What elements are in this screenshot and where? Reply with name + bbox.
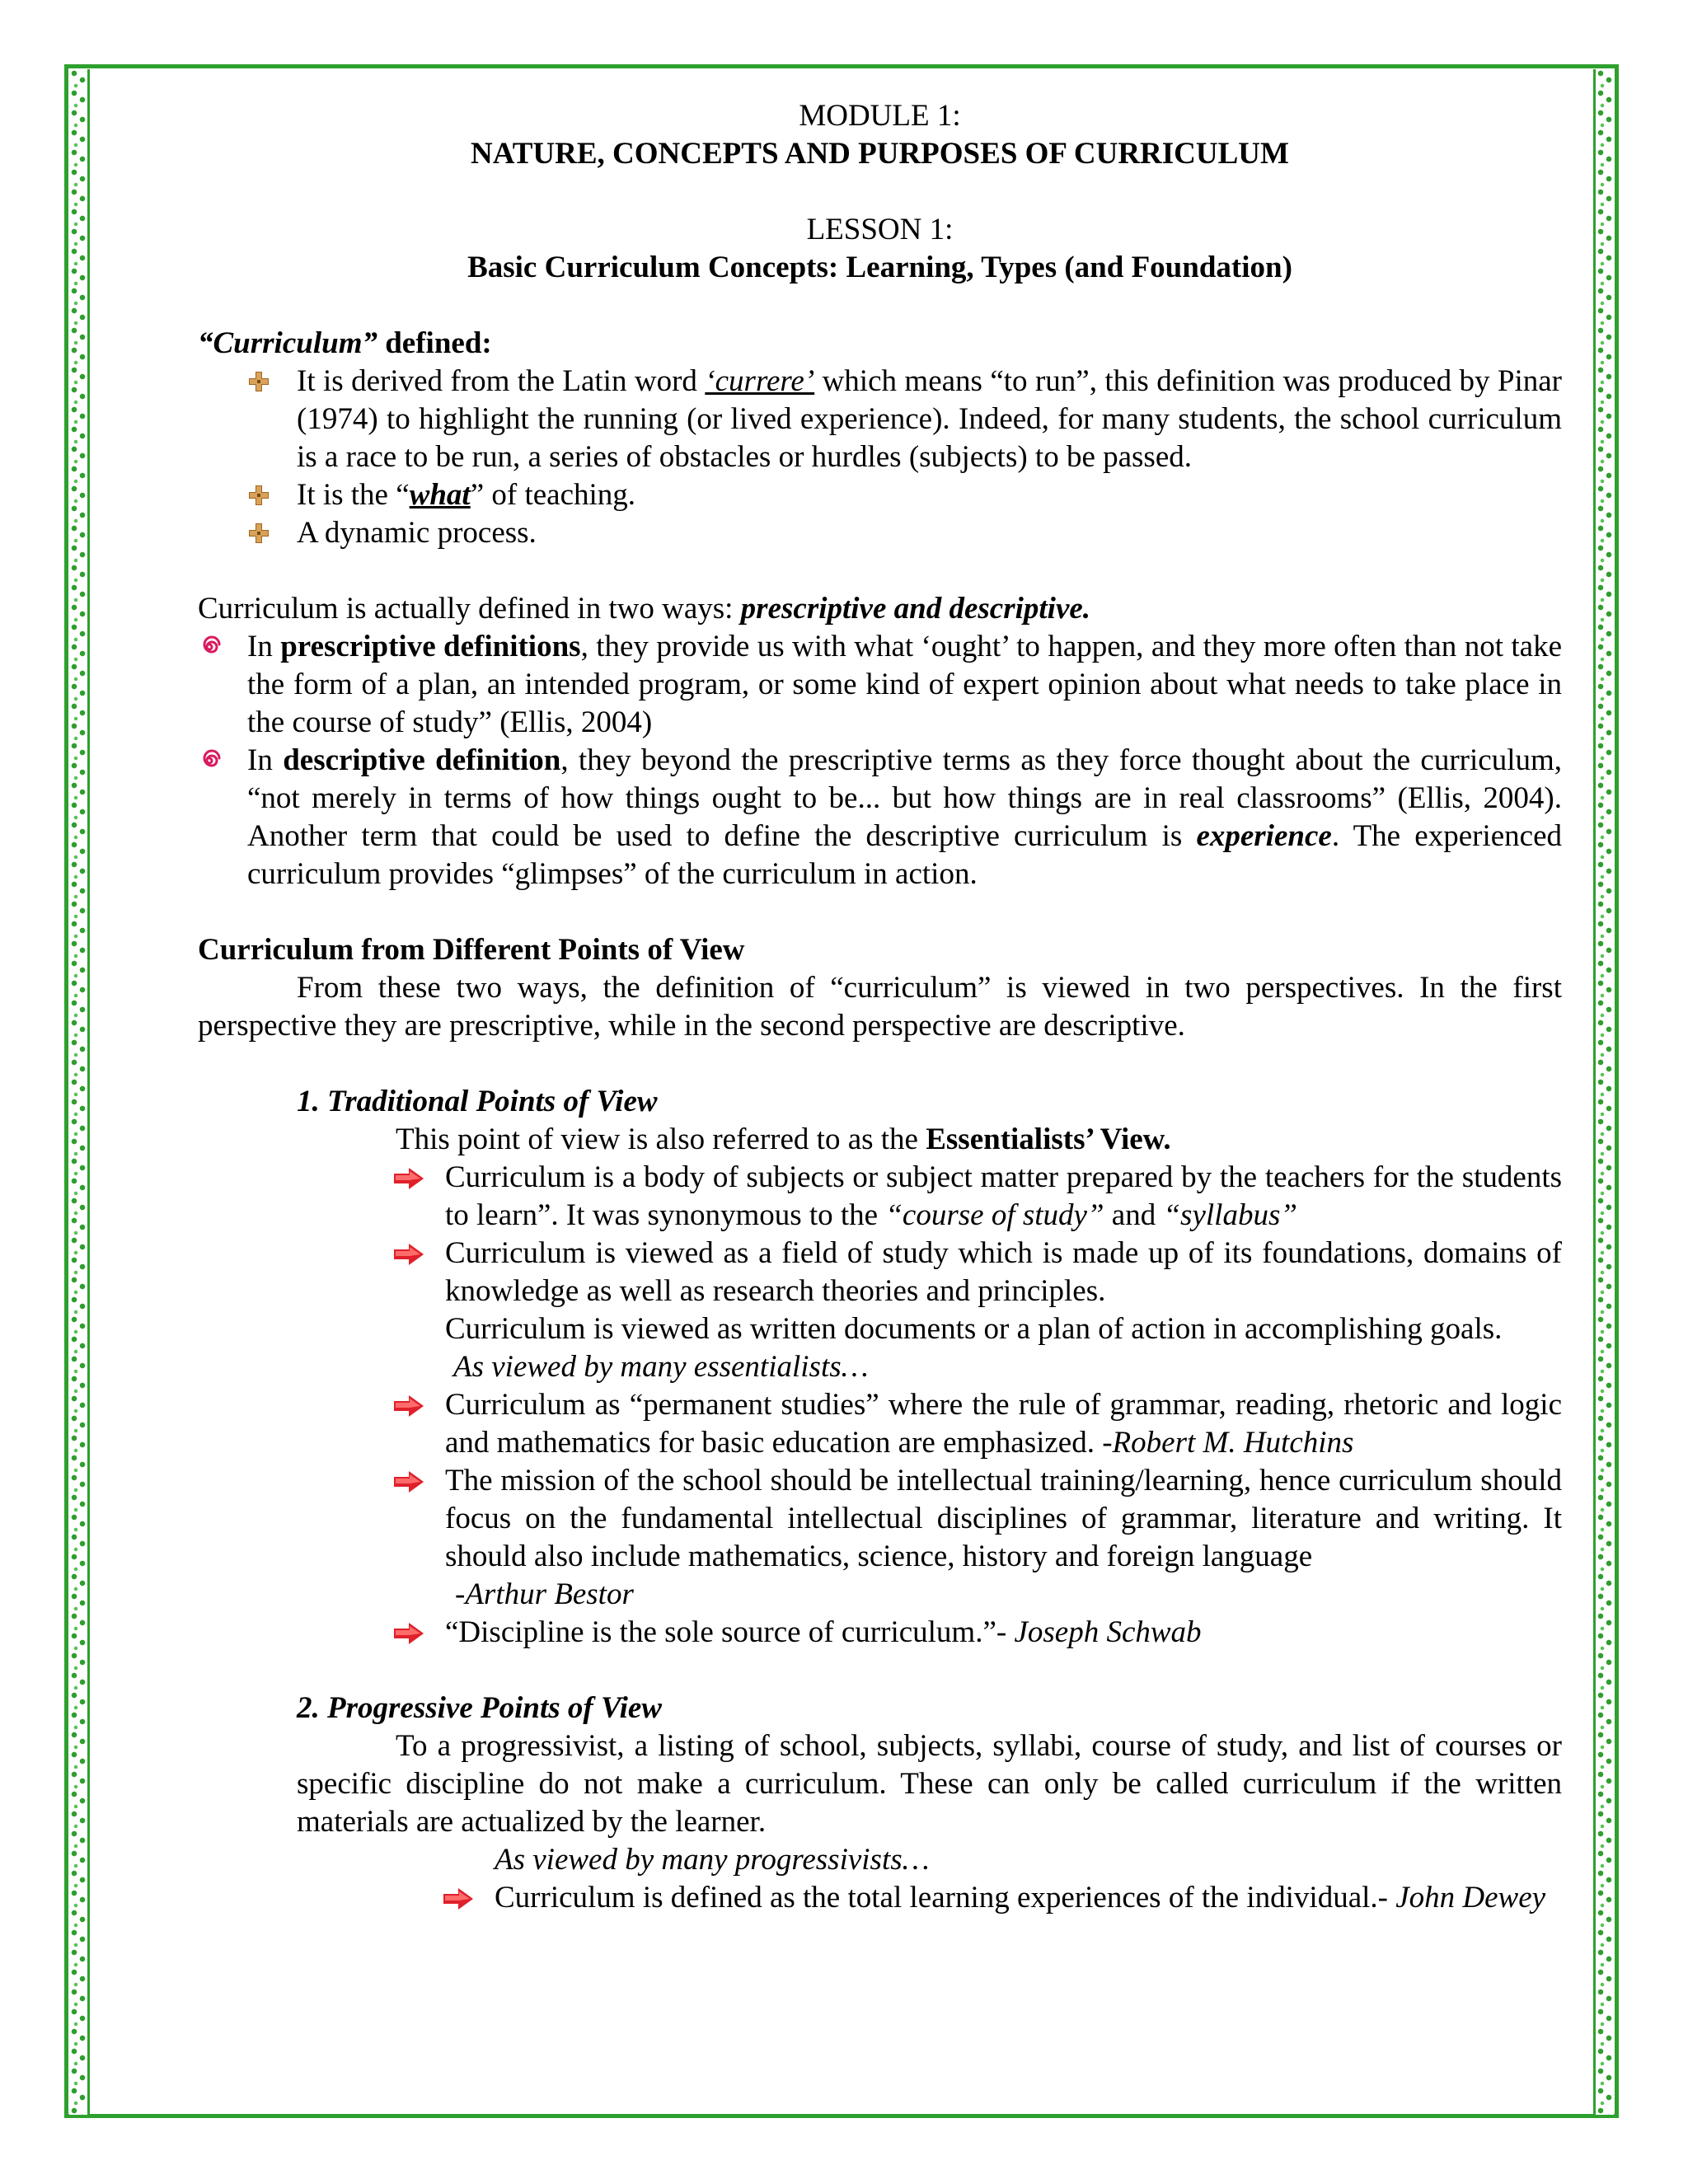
arrow-bullet-icon (443, 1888, 473, 1910)
swirl-bullet-icon (198, 635, 221, 658)
border-inner-line-left (87, 69, 90, 2115)
definition-item: A dynamic process. (297, 514, 1562, 552)
cross-bullet-icon (249, 523, 269, 543)
module-title: NATURE, CONCEPTS AND PURPOSES OF CURRICULUM (471, 137, 1289, 171)
views-intro: From these two ways, the definition of “curriculum” is viewed in two perspectives. In the first perspective they are prescriptive, while in the second perspective are descriptive. (198, 971, 1562, 1043)
traditional-item: Curriculum as “permanent studies” where the rule of grammar, reading, rhetoric and logic and mathematics for basic education are emphasized. -Robert M. Hutchins (445, 1386, 1562, 1462)
cross-bullet-icon (249, 372, 269, 391)
cross-bullet-icon (249, 485, 269, 505)
lesson-label: LESSON 1: (806, 213, 954, 246)
document-body (198, 97, 1562, 1917)
traditional-item: The mission of the school should be intellectual training/learning, hence curriculum should focus on the fundamental intellectual disciplines of grammar, literature and writing. It should also include mathematics, science, history and foreign language (445, 1462, 1562, 1576)
views-heading: Curriculum from Different Points of View (198, 933, 745, 967)
definition-item: It is the “what” of teaching. (297, 476, 1562, 514)
arrow-bullet-icon (394, 1471, 424, 1493)
lesson-title: Basic Curriculum Concepts: Learning, Types (and Foundation) (467, 251, 1292, 284)
arrow-bullet-icon (394, 1623, 424, 1644)
prescriptive-item: In prescriptive definitions, they provide us with what ‘ought’ to happen, and they more often than not take the form of a plan, an intended program, or some kind of expert opinion about what needs to take place in the course of study” (Ellis, 2004) (247, 628, 1562, 742)
border-inner-line-right (1593, 69, 1596, 2115)
progressive-heading: 2. Progressive Points of View (297, 1691, 662, 1725)
progressive-intro: To a progressivist, a listing of school, subjects, syllabi, course of study, and list of courses or specific discipline do not make a curriculum. These can only be called curriculum if the written materials are actualized by the learner. (297, 1729, 1562, 1839)
decorative-vine-border-left (69, 69, 87, 2115)
definition-item: It is derived from the Latin word ‘currere’ which means “to run”, this definition was produced by Pinar (1974) to highlight the running (or lived experience). Indeed, for many students, the school curriculum is a race to be run, a series of obstacles or hurdles (subjects) to be passed. (297, 363, 1562, 476)
traditional-item: “Discipline is the sole source of curriculum.”- Joseph Schwab (445, 1614, 1562, 1652)
essentialists-caption: As viewed by many essentialists… (453, 1350, 869, 1384)
arrow-bullet-icon (394, 1168, 424, 1189)
decorative-vine-border-right (1596, 69, 1614, 2115)
arrow-bullet-icon (394, 1244, 424, 1265)
traditional-item-continuation: Curriculum is viewed as written documents or a plan of action in accomplishing goals. (445, 1312, 1503, 1346)
traditional-item: Curriculum is viewed as a field of study which is made up of its foundations, domains of knowledge as well as research theories and principles. (445, 1235, 1562, 1310)
progressivists-caption: As viewed by many progressivists… (495, 1843, 930, 1877)
traditional-item: Curriculum is a body of subjects or subject matter prepared by the teachers for the students to learn”. It was synonymous to the “course of study” and “syllabus” (445, 1159, 1562, 1235)
progressive-item: Curriculum is defined as the total learning experiences of the individual.- John Dewey (495, 1879, 1562, 1917)
arrow-bullet-icon (394, 1395, 424, 1417)
definition-heading: “Curriculum” defined: (198, 326, 492, 360)
traditional-item-author: -Arthur Bestor (455, 1577, 634, 1611)
module-label: MODULE 1: (799, 99, 961, 133)
descriptive-item: In descriptive definition, they beyond the prescriptive terms as they force thought about the curriculum, “not merely in terms of how things ought to be... but how things are in real classrooms” (Ellis, 2004). Another term that could be used to define the descriptive curriculum is experience. The experienced curriculum provides “glimpses” of the curriculum in action. (247, 742, 1562, 893)
traditional-heading: 1. Traditional Points of View (297, 1085, 658, 1118)
swirl-bullet-icon (198, 749, 221, 772)
two-ways-intro: Curriculum is actually defined in two ways: prescriptive and descriptive. (198, 592, 1091, 626)
traditional-intro: This point of view is also referred to as the Essentialists’ View. (396, 1122, 1171, 1156)
